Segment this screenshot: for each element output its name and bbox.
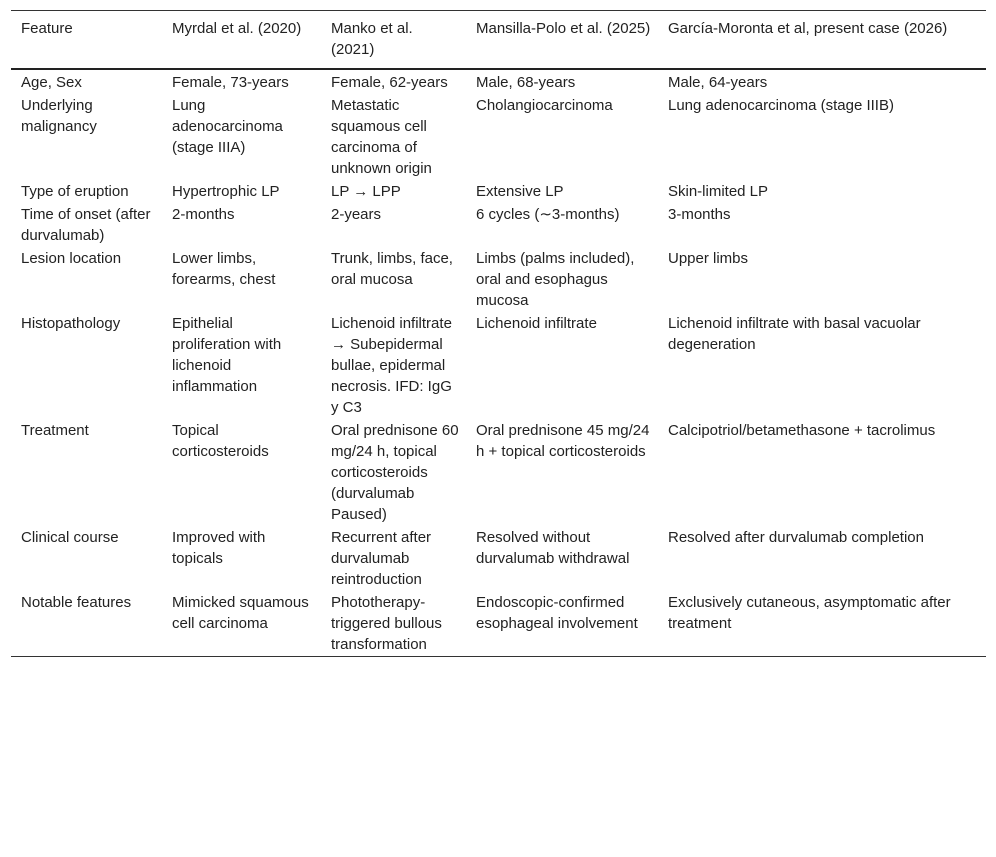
table-cell: 2-months [172, 206, 235, 223]
table-cell: Cholangiocarcinoma [476, 97, 613, 114]
header-mansilla-polo: Mansilla-Polo et al. (2025) [476, 20, 651, 37]
table-cell: Lichenoid infiltrate with basal vacuolar degeneration [668, 315, 921, 353]
table-cell: Topical corticosteroids [172, 422, 269, 460]
table-cell: Trunk, limbs, face, oral mucosa [331, 250, 453, 288]
table-cell: Skin-limited LP [668, 183, 769, 200]
table-cell: Female, 62-years [331, 74, 448, 91]
header-garcia-moronta: García-Moronta et al, present case (2026) [668, 20, 948, 37]
table-cell: Lichenoid infiltrate [476, 315, 597, 332]
table-cell: Lower limbs, forearms, chest [172, 250, 276, 288]
table-cell: Notable features [21, 594, 132, 611]
table-row [11, 203, 986, 247]
header-feature: Feature [21, 20, 73, 37]
header-myrdal: Myrdal et al. (2020) [172, 20, 302, 37]
table-cell: Female, 73-years [172, 74, 289, 91]
table-cell: 3-months [668, 206, 731, 223]
table-row [11, 69, 986, 94]
comparison-table-container [11, 10, 986, 846]
table-cell: 6 cycles (∼3-months) [476, 206, 620, 223]
table-cell: Oral prednisone 45 mg/24 h + topical corticosteroids [476, 422, 650, 460]
header-row [11, 11, 986, 70]
table-cell: Metastatic squamous cell carcinoma of unknown origin [331, 97, 432, 177]
table-cell: Underlying malignancy [21, 97, 97, 135]
table-cell: Lung adenocarcinoma (stage IIIA) [172, 97, 283, 156]
table-cell: Resolved after durvalumab completion [668, 529, 924, 546]
table-cell: Clinical course [21, 529, 119, 546]
table-cell: Epithelial proliferation with lichenoid inflammation [172, 315, 282, 395]
table-cell: Recurrent after durvalumab reintroduction [331, 529, 432, 588]
table-cell: Age, Sex [21, 74, 82, 91]
table-cell: Male, 68-years [476, 74, 576, 91]
table-cell: Lung adenocarcinoma (stage IIIB) [668, 97, 894, 114]
table-cell: Lesion location [21, 250, 122, 267]
header-manko: Manko et al. (2021) [331, 20, 413, 58]
table-cell: 2-years [331, 206, 382, 223]
table-cell: Hypertrophic LP [172, 183, 280, 200]
table-row [11, 94, 986, 180]
comparison-table [11, 10, 986, 657]
table-cell: Resolved without durvalumab withdrawal [476, 529, 630, 567]
table-row [11, 526, 986, 591]
table-cell: Treatment [21, 422, 89, 439]
table-cell: Upper limbs [668, 250, 749, 267]
table-cell: Mimicked squamous cell carcinoma [172, 594, 309, 632]
table-cell: Oral prednisone 60 mg/24 h, topical corticosteroids (durvalumab Paused) [331, 422, 459, 523]
table-row [11, 419, 986, 526]
table-cell: Endoscopic-confirmed esophageal involvement [476, 594, 638, 632]
table-cell: Improved with topicals [172, 529, 266, 567]
table-row [11, 312, 986, 419]
table-cell: Lichenoid infiltrate → Subepidermal bullae, epidermal necrosis. IFD: IgG y C3 [331, 315, 452, 416]
table-cell: Exclusively cutaneous, asymptomatic after treatment [668, 594, 951, 632]
table-cell: Extensive LP [476, 183, 564, 200]
table-row [11, 591, 986, 657]
table-cell: Phototherapy-triggered bullous transformation [331, 594, 442, 653]
table-cell: Histopathology [21, 315, 121, 332]
table-cell: LP → LPP [331, 183, 401, 200]
table-row [11, 247, 986, 312]
table-row [11, 180, 986, 203]
table-cell: Limbs (palms included), oral and esophagus mucosa [476, 250, 635, 309]
table-cell: Calcipotriol/betamethasone + tacrolimus [668, 422, 936, 439]
table-cell: Type of eruption [21, 183, 129, 200]
table-cell: Time of onset (after durvalumab) [21, 206, 151, 244]
table-cell: Male, 64-years [668, 74, 768, 91]
